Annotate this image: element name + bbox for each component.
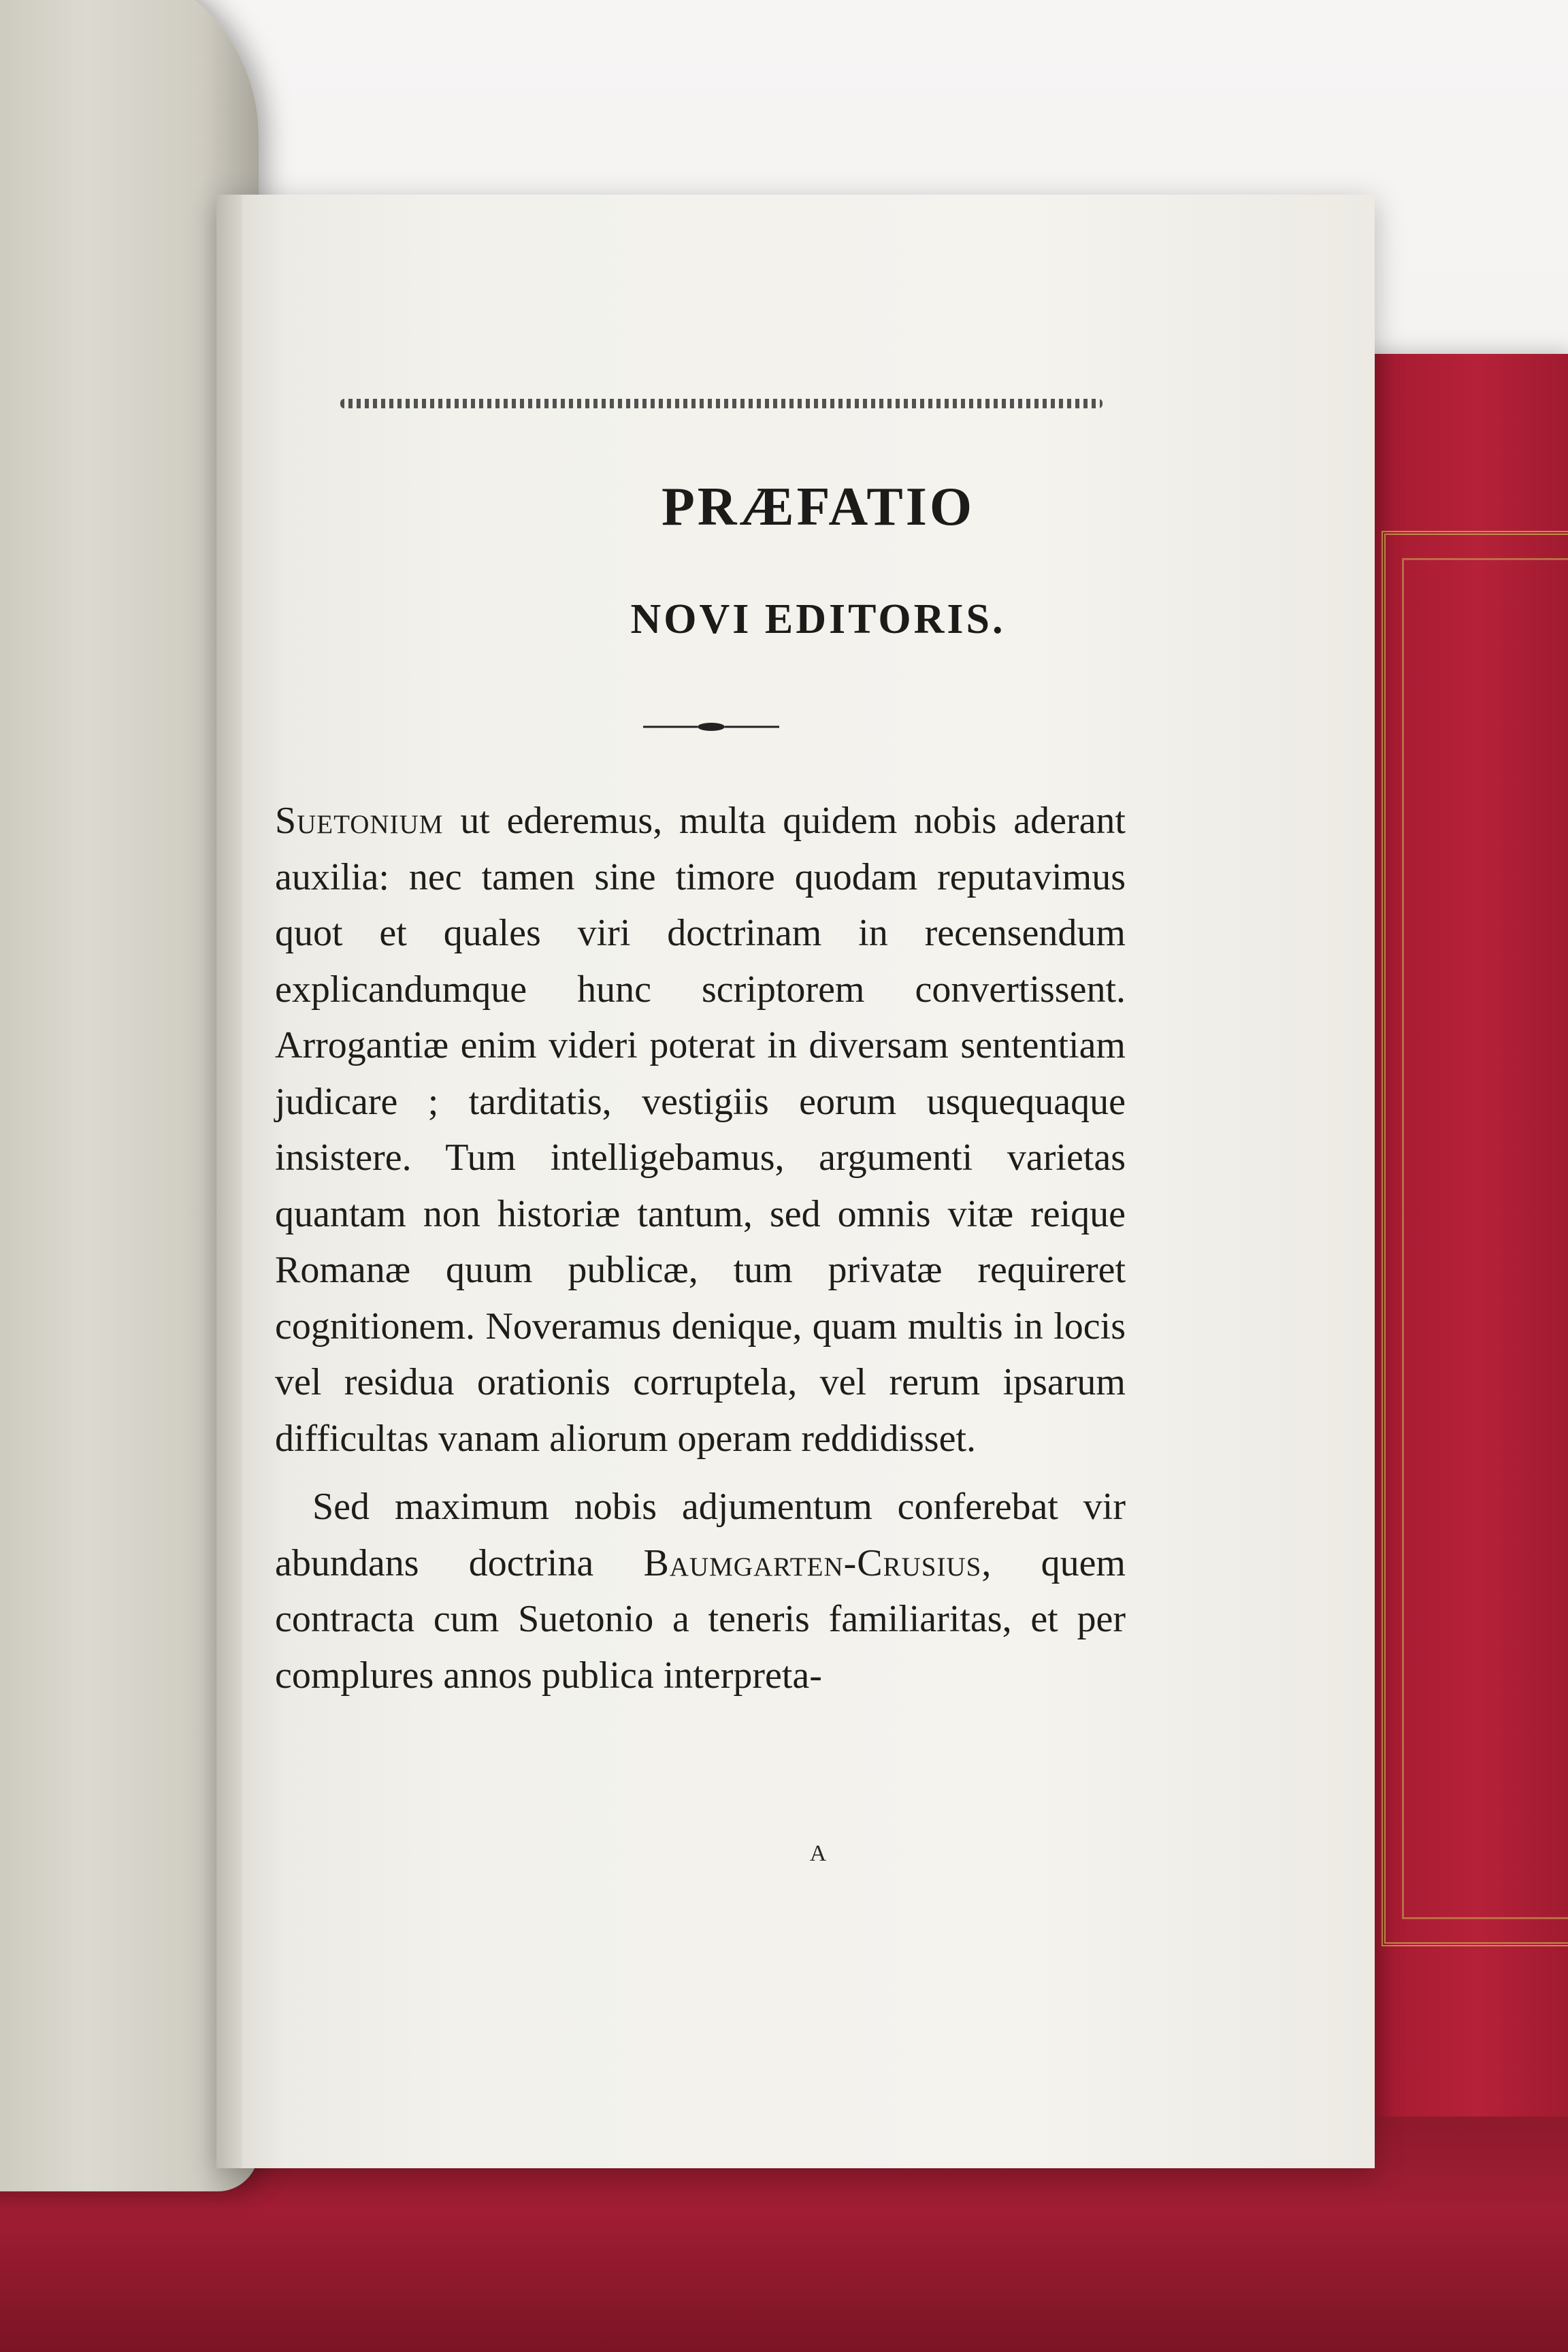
signature-mark: A	[809, 1841, 827, 1866]
paragraph-2-text: , quem contracta cum Suetonio a teneris familiaritas, et per complures annos publica interpreta-	[275, 1541, 1126, 1697]
page-heading-novi-editoris: NOVI EDITORIS.	[630, 596, 1006, 642]
smallcaps-word: Suetonium	[275, 800, 444, 842]
paragraph-1-text: ut ederemus, multa quidem nobis aderant auxilia: nec tamen sine timore quodam reputavimus quot et quales viri doctrinam in recensendum explicandumque hunc scriptorem convertissent. Arrogantiæ enim videri poterat in diversam sententiam judicare ; tarditatis, vestigiis eorum usquequaque insistere. Tum intelligebamus, argumenti varietas quantam non historiæ tantum, sed omnis vitæ reique Romanæ quum publicæ, tum privatæ requireret cognitionem. Noveramus denique, quam multis in locis vel residua orationis corruptela, vel rerum ipsarum difficultas vanam aliorum operam reddidisset.	[275, 800, 1126, 1460]
gilt-inner-border	[1402, 558, 1568, 1919]
preface-body	[275, 793, 1126, 1703]
paragraph-2-start: Sed maximum nobis adjumentum conferebat vir abundans doctrina	[275, 1486, 1126, 1584]
ornament-divider-icon	[643, 720, 779, 734]
smallcaps-name: Baumgarten-Crusius	[643, 1541, 982, 1584]
page-heading-praefatio: PRÆFATIO	[661, 477, 975, 537]
decorative-wavy-rule	[340, 399, 1102, 408]
paragraph-1	[275, 793, 1126, 1467]
paragraph-2	[275, 1479, 1126, 1703]
left-page-show-through	[20, 122, 211, 1756]
